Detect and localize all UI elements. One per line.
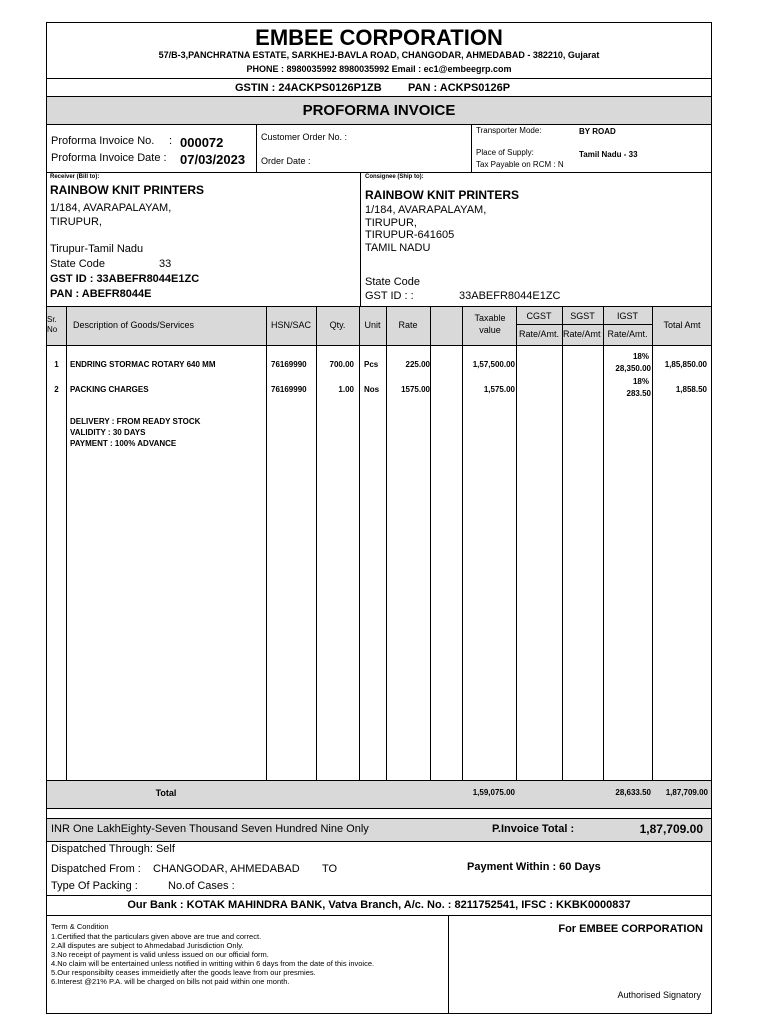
row2-hsn: 76169990 (271, 385, 307, 394)
total-amount: 1,87,709.00 (665, 788, 708, 797)
invoice-no: 000072 (180, 135, 224, 150)
receiver-name: RAINBOW KNIT PRINTERS (50, 183, 204, 197)
receiver-addr1: 1/184, AVARAPALAYAM, (50, 202, 172, 214)
term-1: 1.Certified that the particulars given above are true and correct. (51, 932, 262, 941)
row1-total: 1,85,850.00 (664, 360, 707, 369)
tax-rcm: Tax Payable on RCM : N (476, 160, 564, 169)
col-rate: Rate (398, 320, 418, 330)
receiver-state-code: 33 (159, 258, 172, 270)
term-3: 3.No receipt of payment is valid unless issued on our official form. (51, 950, 269, 959)
consignee-label: Consignee (Ship to): (365, 174, 424, 180)
col-sgst-rate: Rate/Amt (563, 329, 601, 339)
row1-taxable: 1,57,500.00 (472, 360, 515, 369)
col-cgst: CGST (526, 311, 552, 321)
row1-unit: Pcs (364, 360, 379, 369)
cases-label: No.of Cases : (168, 880, 235, 892)
total-taxable: 1,59,075.00 (472, 788, 515, 797)
col-cgst-rate: Rate/Amt. (518, 329, 559, 339)
invoice-no-label: Proforma Invoice No. (51, 135, 155, 147)
term-2: 2.All disputes are subject to Ahmedabad Jurisdiction Only. (51, 941, 244, 950)
col-unit: Unit (364, 320, 381, 330)
consignee-addr3: TIRUPUR-641605 (365, 229, 455, 241)
dispatched-from-label: Dispatched From : (51, 863, 141, 875)
company-gstin: GSTIN : 24ACKPS0126P1ZB (235, 82, 382, 94)
row2-total: 1,858.50 (675, 385, 707, 394)
place-label: Place of Supply: (476, 148, 534, 157)
consignee-gst-label: GST ID : : (365, 290, 414, 302)
row2-igst-amt: 283.50 (626, 389, 651, 398)
total-igst: 28,633.50 (615, 788, 651, 797)
transporter-value: BY ROAD (579, 127, 616, 136)
document-title: PROFORMA INVOICE (302, 102, 456, 119)
company-contact: PHONE : 8980035992 8980035992 Email : ec1@embeegrp.com (246, 64, 512, 74)
dispatched-through: Dispatched Through: Self (51, 843, 175, 855)
row1-qty: 700.00 (329, 360, 354, 369)
consignee-addr4: TAMIL NADU (365, 242, 431, 254)
row2-qty: 1.00 (338, 385, 354, 394)
term-4: 4.No claim will be entertained unless notified in writting within 6 days from the date of this invoice. (51, 959, 375, 968)
row2-sr: 2 (54, 385, 59, 394)
row1-igst-rate: 18% (632, 352, 649, 361)
transporter-label: Transporter Mode: (476, 126, 542, 135)
customer-order-label: Customer Order No. : (261, 132, 348, 142)
authorised-signatory: Authorised Signatory (617, 990, 701, 1000)
row1-desc: ENDRING STORMAC ROTARY 640 MM (70, 360, 216, 369)
row1-sr: 1 (54, 360, 59, 369)
company-address: 57/B-3,PANCHRATNA ESTATE, SARKHEJ-BAVLA ROAD, CHANGODAR, AHMEDABAD - 382210, Gujarat (158, 50, 600, 60)
receiver-gst: GST ID : 33ABEFR8044E1ZC (50, 273, 200, 285)
invoice-no-colon: : (169, 135, 173, 147)
col-hsn: HSN/SAC (270, 320, 311, 330)
term-5: 5.Our responsibilty ceases immeidietly after the goods leave from our presmies. (51, 968, 316, 977)
company-name: EMBEE CORPORATION (255, 25, 503, 50)
row2-desc: PACKING CHARGES (70, 385, 149, 394)
receiver-addr2: TIRUPUR, (50, 216, 102, 228)
place-value: Tamil Nadu - 33 (579, 150, 638, 159)
col-taxable: Taxable value (474, 313, 506, 335)
for-company: For EMBEE CORPORATION (558, 923, 703, 935)
payment-within: Payment Within : 60 Days (467, 861, 601, 873)
packing-label: Type Of Packing : (51, 880, 138, 892)
note-delivery: DELIVERY : FROM READY STOCK (70, 417, 201, 426)
total-label: Total (155, 788, 177, 798)
col-igst-rate: Rate/Amt. (607, 329, 648, 339)
row1-hsn: 76169990 (271, 360, 307, 369)
consignee-addr2: TIRUPUR, (365, 217, 417, 229)
col-sr: Sr. No (47, 315, 58, 334)
row1-igst-amt: 28,350.00 (615, 364, 651, 373)
invoice-date: 07/03/2023 (180, 152, 246, 167)
consignee-state-label: State Code (365, 276, 421, 288)
row2-igst-rate: 18% (632, 377, 649, 386)
receiver-city: Tirupur-Tamil Nadu (50, 243, 144, 255)
receiver-state-label: State Code (50, 258, 106, 270)
col-qty: Qty. (329, 320, 346, 330)
bank-details: Our Bank : KOTAK MAHINDRA BANK, Vatva Branch, A/c. No. : 8211752541, IFSC : KKBK0000837 (127, 899, 631, 911)
to-label: TO (322, 863, 338, 875)
receiver-pan: PAN : ABEFR8044E (50, 288, 152, 300)
receiver-label: Receiver (Bill to): (50, 174, 100, 180)
col-desc: Description of Goods/Services (73, 320, 195, 330)
dispatched-from: CHANGODAR, AHMEDABAD (153, 863, 300, 875)
consignee-addr1: 1/184, AVARAPALAYAM, (365, 204, 487, 216)
pinvoice-total-label: P.Invoice Total : (492, 823, 575, 835)
consignee-gst: 33ABEFR8044E1ZC (459, 290, 561, 302)
row2-unit: Nos (364, 385, 380, 394)
note-validity: VALIDITY : 30 DAYS (70, 428, 146, 437)
col-total: Total Amt (663, 320, 701, 330)
term-6: 6.Interest @21% P.A. will be charged on bills not paid within one month. (51, 977, 290, 986)
terms-title: Term & Condition (51, 922, 109, 931)
row1-rate: 225.00 (405, 360, 430, 369)
amount-words: INR One LakhEighty-Seven Thousand Seven Hundred Nine Only (51, 823, 369, 835)
invoice-frame (46, 22, 712, 1014)
consignee-name: RAINBOW KNIT PRINTERS (365, 188, 519, 202)
invoice-date-label: Proforma Invoice Date : (51, 152, 167, 164)
row2-taxable: 1,575.00 (483, 385, 515, 394)
pinvoice-total: 1,87,709.00 (639, 822, 703, 836)
note-payment: PAYMENT : 100% ADVANCE (70, 439, 177, 448)
col-sgst: SGST (570, 311, 595, 321)
row2-rate: 1575.00 (401, 385, 430, 394)
company-pan: PAN : ACKPS0126P (408, 82, 511, 94)
col-igst: IGST (616, 311, 638, 321)
order-date-label: Order Date : (261, 156, 311, 166)
